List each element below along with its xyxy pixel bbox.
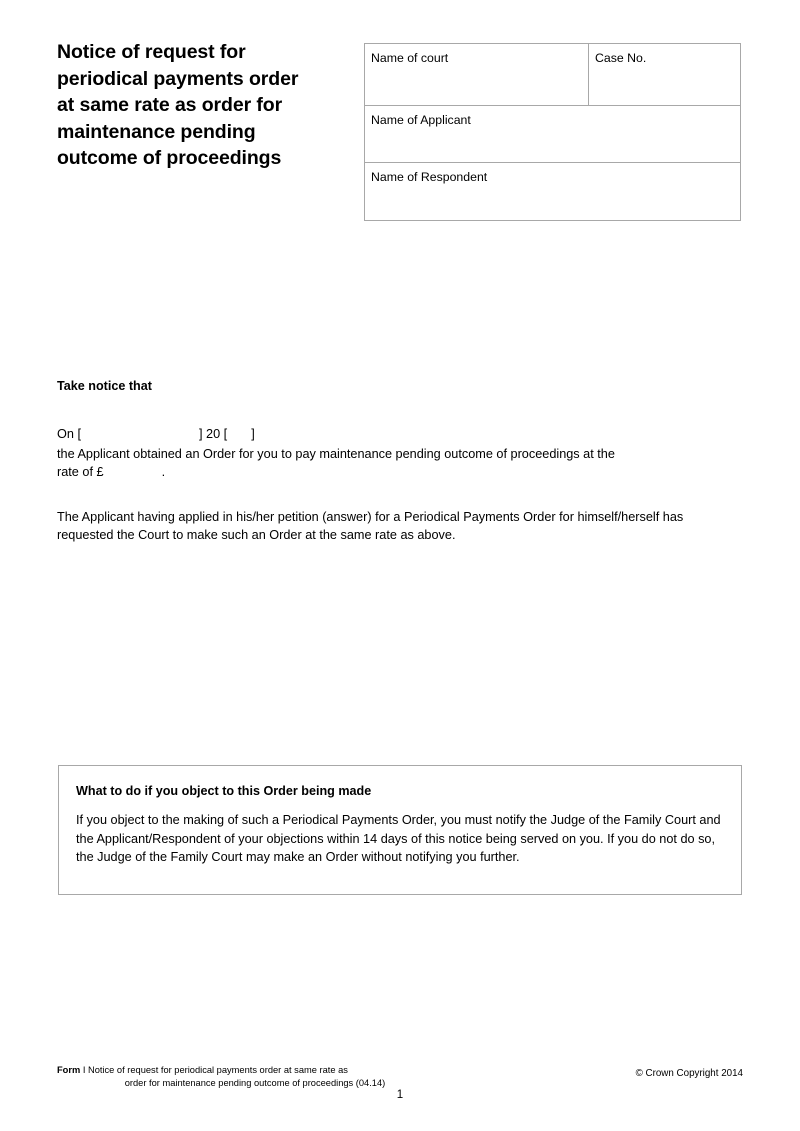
form-separator: I xyxy=(80,1065,88,1075)
objection-box-inner xyxy=(59,766,741,867)
take-notice-heading: Take notice that xyxy=(57,379,152,393)
table-row xyxy=(365,163,740,220)
form-word: Form xyxy=(57,1065,81,1075)
form-reference-line-1 xyxy=(57,1064,417,1077)
table-row xyxy=(365,44,740,106)
page-title-line-5: outcome of proceedings xyxy=(57,147,282,169)
page-title-line-1: Notice of request for xyxy=(57,41,246,63)
case-no-label: Case No. xyxy=(595,51,647,65)
order-obtained-text: the Applicant obtained an Order for you to pay maintenance pending outcome of proceedings at the xyxy=(57,446,615,461)
copyright-notice: © Crown Copyright 2014 xyxy=(635,1068,743,1079)
name-of-court-label: Name of court xyxy=(371,51,449,65)
body-content xyxy=(57,378,717,545)
order-date-line xyxy=(57,425,717,444)
applicant-request-text: The Applicant having applied in his/her petition (answer) for a Periodical Payments Order for himself/herself has requested the Court to make such an Order at the same rate as above. xyxy=(57,509,684,542)
form-reference xyxy=(57,1064,417,1089)
on-mid: ] 20 [ xyxy=(198,427,228,441)
page-footer xyxy=(0,1060,800,1120)
form-reference-line-2: order for maintenance pending outcome of proceedings (04.14) xyxy=(124,1077,386,1088)
table-row xyxy=(365,106,740,163)
objection-heading: What to do if you object to this Order being made xyxy=(76,784,372,798)
court-details-table xyxy=(364,43,741,221)
form-reference-text-1: Notice of request for periodical payments order at same rate as xyxy=(88,1065,348,1075)
name-of-applicant-cell[interactable] xyxy=(365,106,740,162)
name-of-respondent-cell[interactable] xyxy=(365,163,740,220)
name-of-court-cell[interactable] xyxy=(365,44,589,105)
name-of-applicant-label: Name of Applicant xyxy=(371,113,471,127)
rate-suffix: . xyxy=(161,465,166,479)
rate-prefix: rate of £ xyxy=(57,465,104,479)
name-of-respondent-label: Name of Respondent xyxy=(371,170,488,184)
page-title xyxy=(57,39,357,172)
objection-box xyxy=(58,765,742,895)
page-title-line-4: maintenance pending xyxy=(57,120,256,143)
objection-text: If you object to the making of such a Periodical Payments Order, you must notify the Judge of the Family Court and the Applicant/Respondent of your objections within 14 days of this notice being served on you. If you do not do so, the Judge of the Family Court may make an Order without notifying you further. xyxy=(76,813,721,864)
case-no-cell[interactable] xyxy=(589,44,740,105)
page-title-line-3: at same rate as order for xyxy=(57,94,283,116)
on-suffix: ] xyxy=(251,427,255,441)
page-title-line-2: periodical payments order xyxy=(57,67,299,90)
rate-line xyxy=(57,463,717,482)
page-number: 1 xyxy=(396,1089,404,1101)
on-prefix: On [ xyxy=(57,427,81,441)
